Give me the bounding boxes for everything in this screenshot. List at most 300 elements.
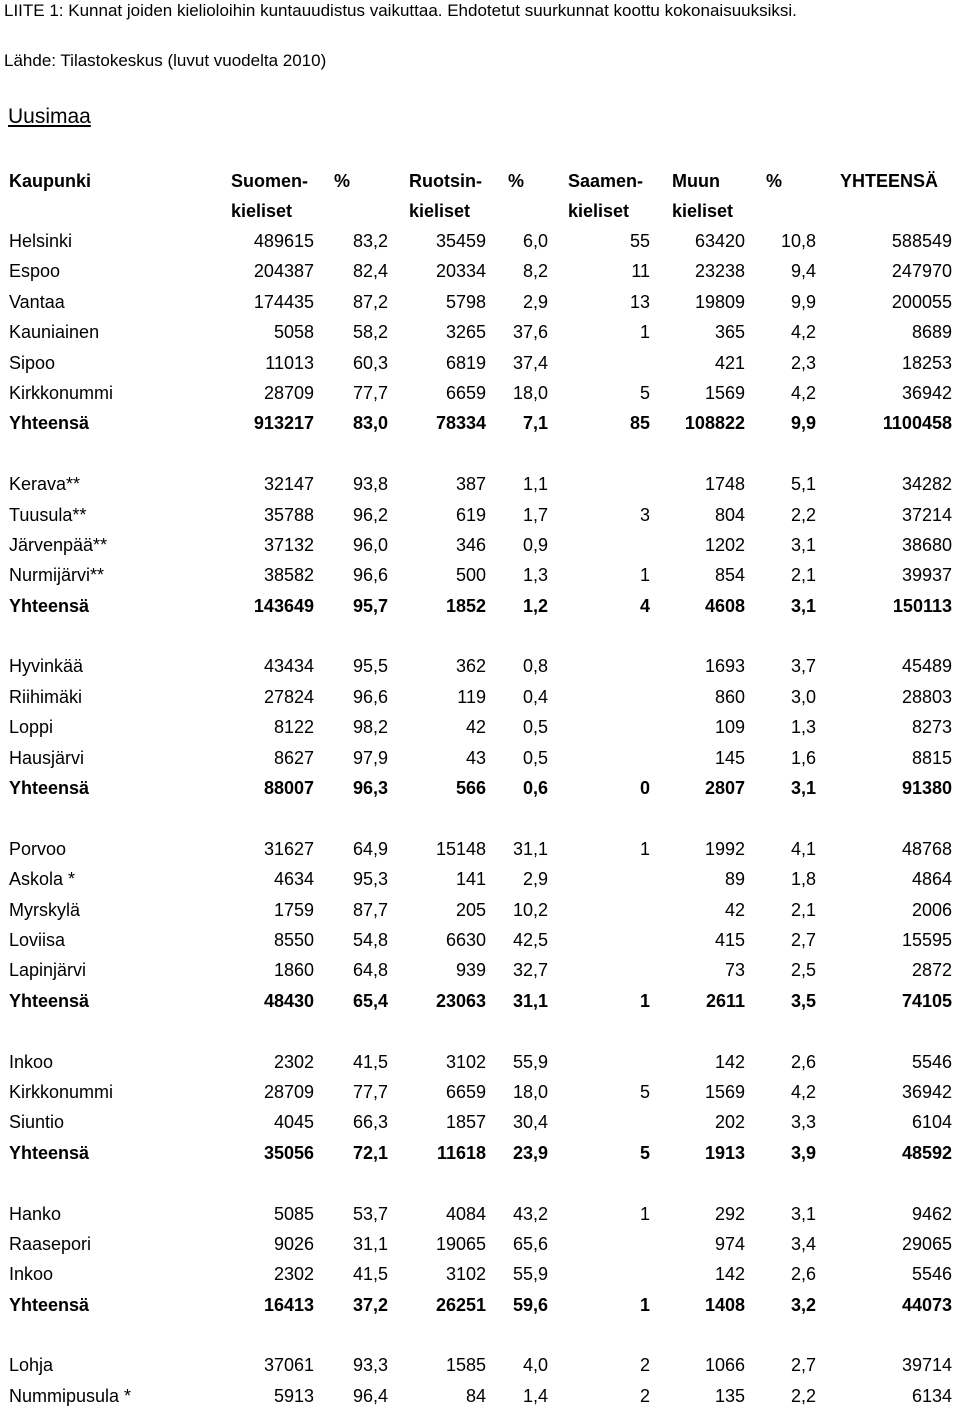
cell-city: Kerava** xyxy=(9,474,81,495)
cell-finnish: 35056 xyxy=(263,1142,314,1163)
cell-pct-finnish: 96,3 xyxy=(352,778,388,799)
cell-total: 48592 xyxy=(901,1142,952,1163)
cell-sami: 55 xyxy=(629,231,650,251)
cell-pct-swedish: 37,6 xyxy=(512,322,548,343)
cell-total: 36942 xyxy=(901,382,952,403)
cell-finnish: 2302 xyxy=(273,1051,314,1072)
cell-pct-finnish: 96,0 xyxy=(352,534,388,555)
header-swedish-line1: Ruotsin- xyxy=(409,171,482,191)
cell-sami: 11 xyxy=(631,261,650,282)
cell-city: Yhteensä xyxy=(9,1142,90,1163)
cell-city: Hyvinkää xyxy=(9,656,84,677)
cell-pct-finnish: 93,3 xyxy=(352,1355,388,1376)
cell-pct-swedish: 59,6 xyxy=(512,1294,548,1315)
cell-pct-other: 1,3 xyxy=(790,717,816,738)
cell-pct-swedish: 1,4 xyxy=(522,1385,548,1406)
language-table xyxy=(0,226,960,1411)
header-sami-line2: kieliset xyxy=(568,201,630,221)
cell-city: Siuntio xyxy=(9,1112,65,1133)
cell-pct-other: 3,9 xyxy=(790,1142,816,1163)
cell-swedish: 43 xyxy=(465,747,486,768)
cell-pct-swedish: 18,0 xyxy=(512,382,548,403)
cell-swedish: 42 xyxy=(465,717,486,738)
cell-swedish: 566 xyxy=(455,778,486,799)
cell-sami: 5 xyxy=(639,1081,650,1102)
cell-total: 9462 xyxy=(911,1203,952,1224)
table-row xyxy=(0,1077,960,1107)
cell-pct-other: 2,1 xyxy=(790,565,816,586)
cell-finnish: 143649 xyxy=(253,595,314,616)
cell-finnish: 913217 xyxy=(253,413,314,434)
cell-city: Lohja xyxy=(9,1355,54,1376)
cell-total: 15595 xyxy=(901,929,952,950)
cell-swedish: 1585 xyxy=(445,1355,486,1376)
cell-pct-swedish: 0,6 xyxy=(522,778,548,799)
cell-swedish: 619 xyxy=(455,504,486,525)
cell-total: 36942 xyxy=(901,1081,952,1102)
document-title: LIITE 1: Kunnat joiden kielioloihin kuntauudistus vaikuttaa. Ehdotetut suurkunnat koottu kokonaisuuksiksi. xyxy=(4,1,797,20)
cell-pct-swedish: 1,3 xyxy=(522,565,548,586)
cell-swedish: 11618 xyxy=(436,1142,486,1163)
cell-total: 37214 xyxy=(901,504,952,525)
cell-other: 145 xyxy=(714,747,745,768)
cell-pct-finnish: 87,7 xyxy=(352,899,388,920)
cell-finnish: 88007 xyxy=(263,778,314,799)
cell-city: Yhteensä xyxy=(9,1294,90,1315)
cell-other: 1408 xyxy=(704,1294,745,1315)
table-row xyxy=(0,1229,960,1259)
cell-city: Raasepori xyxy=(9,1233,92,1254)
cell-city: Loppi xyxy=(9,717,54,738)
cell-finnish: 28709 xyxy=(263,382,314,403)
subtotal-row xyxy=(0,591,960,621)
cell-pct-finnish: 31,1 xyxy=(352,1233,388,1254)
spacer-row xyxy=(0,1320,960,1350)
cell-finnish: 2302 xyxy=(273,1264,314,1285)
cell-pct-swedish: 10,2 xyxy=(512,899,548,920)
cell-pct-finnish: 41,5 xyxy=(352,1264,388,1285)
cell-city: Sipoo xyxy=(9,352,56,373)
cell-pct-swedish: 1,7 xyxy=(522,504,548,525)
cell-pct-other: 3,5 xyxy=(790,990,816,1011)
cell-finnish: 11013 xyxy=(265,352,314,373)
cell-swedish: 1857 xyxy=(445,1112,486,1133)
cell-sami: 2 xyxy=(639,1355,650,1376)
cell-total: 39714 xyxy=(901,1355,952,1376)
table-row xyxy=(0,1199,960,1229)
cell-other: 860 xyxy=(714,686,745,707)
cell-finnish: 5085 xyxy=(273,1203,314,1224)
cell-finnish: 27824 xyxy=(263,686,314,707)
cell-swedish: 26251 xyxy=(435,1294,486,1315)
cell-pct-swedish: 1,2 xyxy=(522,595,548,616)
cell-pct-other: 3,4 xyxy=(790,1233,816,1254)
cell-finnish: 204387 xyxy=(253,261,314,282)
cell-other: 202 xyxy=(714,1112,745,1133)
cell-city: Kirkkonummi xyxy=(9,382,114,403)
table-row xyxy=(0,317,960,347)
cell-pct-other: 3,1 xyxy=(790,595,816,616)
cell-finnish: 38582 xyxy=(263,565,314,586)
cell-pct-finnish: 82,4 xyxy=(352,261,388,282)
cell-pct-other: 3,2 xyxy=(790,1294,816,1315)
cell-total: 5546 xyxy=(911,1264,952,1285)
cell-swedish: 78334 xyxy=(435,413,486,434)
subtotal-row xyxy=(0,986,960,1016)
cell-pct-finnish: 96,2 xyxy=(352,504,388,525)
cell-pct-finnish: 96,4 xyxy=(352,1385,388,1406)
cell-city: Loviisa xyxy=(9,929,66,950)
cell-pct-other: 3,1 xyxy=(790,534,816,555)
cell-pct-finnish: 64,9 xyxy=(352,838,388,859)
cell-other: 142 xyxy=(714,1264,745,1285)
cell-pct-finnish: 96,6 xyxy=(352,565,388,586)
cell-sami: 85 xyxy=(629,413,650,434)
cell-total: 8815 xyxy=(911,747,952,768)
cell-pct-swedish: 0,8 xyxy=(522,656,548,677)
cell-sami: 0 xyxy=(639,778,650,799)
header-sami-line1: Saamen- xyxy=(568,171,644,191)
cell-other: 1202 xyxy=(704,534,745,555)
cell-finnish: 174435 xyxy=(253,291,314,312)
table-row xyxy=(0,1350,960,1380)
cell-other: 804 xyxy=(714,504,745,525)
cell-pct-finnish: 37,2 xyxy=(352,1294,388,1315)
cell-pct-swedish: 55,9 xyxy=(512,1264,548,1285)
cell-other: 23238 xyxy=(694,261,745,282)
cell-city: Yhteensä xyxy=(9,595,90,616)
cell-swedish: 119 xyxy=(457,686,486,707)
cell-pct-other: 3,3 xyxy=(790,1112,816,1133)
table-row xyxy=(0,682,960,712)
table-row xyxy=(0,834,960,864)
cell-pct-swedish: 0,4 xyxy=(522,686,548,707)
cell-other: 2611 xyxy=(705,990,745,1011)
cell-pct-swedish: 37,4 xyxy=(512,352,548,373)
cell-finnish: 37061 xyxy=(263,1355,314,1376)
cell-swedish: 205 xyxy=(455,899,486,920)
header-pct-swedish: % xyxy=(508,171,525,191)
cell-city: Kirkkonummi xyxy=(9,1081,114,1102)
cell-pct-other: 2,6 xyxy=(790,1264,816,1285)
table-row xyxy=(0,530,960,560)
header-total: YHTEENSÄ xyxy=(840,171,939,191)
spacer-row xyxy=(0,439,960,469)
table-row xyxy=(0,348,960,378)
cell-city: Yhteensä xyxy=(9,778,90,799)
header-finnish-line2: kieliset xyxy=(231,201,293,221)
cell-total: 48768 xyxy=(901,838,952,859)
cell-pct-other: 2,7 xyxy=(790,929,816,950)
cell-sami: 1 xyxy=(639,322,650,343)
cell-pct-other: 4,2 xyxy=(790,322,816,343)
table-row xyxy=(0,895,960,925)
cell-city: Inkoo xyxy=(9,1051,54,1072)
cell-total: 5546 xyxy=(911,1051,952,1072)
cell-pct-finnish: 98,2 xyxy=(352,717,388,738)
cell-pct-finnish: 95,7 xyxy=(352,595,388,616)
cell-city: Riihimäki xyxy=(9,686,83,707)
cell-sami: 1 xyxy=(639,990,650,1011)
cell-pct-other: 2,7 xyxy=(790,1355,816,1376)
cell-pct-finnish: 87,2 xyxy=(352,291,388,312)
cell-finnish: 35788 xyxy=(263,504,314,525)
cell-pct-other: 2,2 xyxy=(790,1385,816,1406)
cell-pct-finnish: 77,7 xyxy=(352,382,388,403)
cell-total: 45489 xyxy=(901,656,952,677)
spacer-row xyxy=(0,621,960,651)
subtotal-row xyxy=(0,1138,960,1168)
cell-other: 365 xyxy=(714,322,745,343)
table-row xyxy=(0,378,960,408)
cell-other: 135 xyxy=(714,1385,745,1406)
cell-pct-swedish: 1,1 xyxy=(522,474,548,495)
cell-swedish: 939 xyxy=(455,960,486,981)
cell-city: Lapinjärvi xyxy=(9,960,87,981)
table-row xyxy=(0,560,960,590)
cell-finnish: 489615 xyxy=(253,231,314,251)
cell-pct-other: 9,9 xyxy=(790,291,816,312)
cell-pct-finnish: 53,7 xyxy=(352,1203,388,1224)
cell-swedish: 6659 xyxy=(445,382,486,403)
cell-pct-finnish: 96,6 xyxy=(352,686,388,707)
cell-total: 91380 xyxy=(901,778,952,799)
cell-swedish: 3102 xyxy=(445,1051,486,1072)
cell-finnish: 1759 xyxy=(273,899,314,920)
cell-total: 29065 xyxy=(901,1233,952,1254)
cell-swedish: 6630 xyxy=(445,929,486,950)
cell-total: 4864 xyxy=(911,869,952,890)
cell-total: 6134 xyxy=(911,1385,952,1406)
cell-pct-finnish: 83,2 xyxy=(352,231,388,251)
cell-other: 73 xyxy=(724,960,745,981)
cell-swedish: 141 xyxy=(455,869,486,890)
cell-sami: 5 xyxy=(639,1142,650,1163)
cell-pct-swedish: 32,7 xyxy=(512,960,548,981)
cell-pct-swedish: 65,6 xyxy=(512,1233,548,1254)
cell-finnish: 1860 xyxy=(273,960,314,981)
cell-other: 19809 xyxy=(694,291,745,312)
cell-pct-other: 5,1 xyxy=(790,474,816,495)
table-row xyxy=(0,226,960,256)
cell-finnish: 4045 xyxy=(273,1112,314,1133)
cell-pct-swedish: 0,5 xyxy=(522,747,548,768)
source-note: Lähde: Tilastokeskus (luvut vuodelta 2010) xyxy=(4,51,327,70)
cell-pct-swedish: 8,2 xyxy=(522,261,548,282)
cell-other: 415 xyxy=(714,929,745,950)
cell-pct-other: 4,2 xyxy=(790,382,816,403)
cell-city: Yhteensä xyxy=(9,413,90,434)
cell-pct-other: 2,1 xyxy=(790,899,816,920)
cell-pct-swedish: 2,9 xyxy=(522,291,548,312)
cell-swedish: 15148 xyxy=(435,838,486,859)
cell-pct-finnish: 77,7 xyxy=(352,1081,388,1102)
cell-pct-swedish: 0,5 xyxy=(522,717,548,738)
cell-pct-other: 1,8 xyxy=(790,869,816,890)
cell-city: Nummipusula * xyxy=(9,1385,132,1406)
cell-other: 108822 xyxy=(684,413,745,434)
cell-other: 292 xyxy=(714,1203,745,1224)
cell-city: Hanko xyxy=(9,1203,62,1224)
cell-total: 6104 xyxy=(911,1112,952,1133)
cell-sami: 13 xyxy=(629,291,650,312)
header-pct-other: % xyxy=(766,171,783,191)
cell-sami: 1 xyxy=(639,1203,650,1224)
cell-pct-other: 3,0 xyxy=(790,686,816,707)
cell-pct-finnish: 58,2 xyxy=(352,322,388,343)
cell-other: 142 xyxy=(714,1051,745,1072)
cell-pct-finnish: 41,5 xyxy=(352,1051,388,1072)
cell-other: 1569 xyxy=(704,1081,745,1102)
cell-finnish: 48430 xyxy=(263,990,314,1011)
cell-swedish: 362 xyxy=(455,656,486,677)
spacer-row xyxy=(0,803,960,833)
cell-other: 1066 xyxy=(704,1355,745,1376)
cell-total: 39937 xyxy=(901,565,952,586)
cell-finnish: 8627 xyxy=(273,747,314,768)
table-row xyxy=(0,287,960,317)
cell-finnish: 43434 xyxy=(263,656,314,677)
cell-total: 588549 xyxy=(891,231,952,251)
region-heading: Uusimaa xyxy=(8,105,91,128)
table-row xyxy=(0,500,960,530)
cell-finnish: 8550 xyxy=(273,929,314,950)
cell-finnish: 31627 xyxy=(263,838,314,859)
cell-sami: 1 xyxy=(639,1294,650,1315)
table-row xyxy=(0,743,960,773)
cell-finnish: 9026 xyxy=(273,1233,314,1254)
header-city: Kaupunki xyxy=(9,171,92,191)
cell-pct-swedish: 7,1 xyxy=(522,413,548,434)
cell-other: 1992 xyxy=(704,838,745,859)
subtotal-row xyxy=(0,408,960,438)
cell-pct-swedish: 42,5 xyxy=(512,929,548,950)
cell-swedish: 3102 xyxy=(445,1264,486,1285)
cell-city: Helsinki xyxy=(9,231,73,251)
cell-swedish: 84 xyxy=(465,1385,486,1406)
cell-pct-other: 3,1 xyxy=(790,778,816,799)
cell-total: 28803 xyxy=(901,686,952,707)
cell-swedish: 387 xyxy=(455,474,486,495)
cell-swedish: 19065 xyxy=(435,1233,486,1254)
cell-swedish: 5798 xyxy=(445,291,486,312)
cell-total: 247970 xyxy=(891,261,952,282)
cell-city: Myrskylä xyxy=(9,899,80,920)
cell-pct-other: 10,8 xyxy=(780,231,816,251)
spacer-row xyxy=(0,1016,960,1046)
cell-pct-swedish: 43,2 xyxy=(512,1203,548,1224)
cell-pct-swedish: 0,9 xyxy=(522,534,548,555)
cell-city: Nurmijärvi** xyxy=(9,565,105,586)
header-other-line1: Muun xyxy=(672,171,720,191)
cell-total: 8689 xyxy=(911,322,952,343)
cell-total: 34282 xyxy=(901,474,952,495)
cell-sami: 4 xyxy=(639,595,650,616)
table-row xyxy=(0,651,960,681)
cell-pct-finnish: 66,3 xyxy=(352,1112,388,1133)
cell-other: 89 xyxy=(724,869,745,890)
cell-pct-finnish: 95,3 xyxy=(352,869,388,890)
cell-pct-other: 2,6 xyxy=(790,1051,816,1072)
cell-pct-finnish: 64,8 xyxy=(352,960,388,981)
cell-finnish: 5913 xyxy=(273,1385,314,1406)
cell-total: 18253 xyxy=(901,352,952,373)
table-row xyxy=(0,1259,960,1289)
cell-pct-swedish: 31,1 xyxy=(512,990,548,1011)
cell-swedish: 4084 xyxy=(445,1203,486,1224)
cell-finnish: 32147 xyxy=(263,474,314,495)
cell-pct-finnish: 83,0 xyxy=(352,413,388,434)
cell-swedish: 6659 xyxy=(445,1081,486,1102)
table-row xyxy=(0,925,960,955)
cell-pct-other: 9,4 xyxy=(790,261,816,282)
cell-pct-other: 9,9 xyxy=(790,413,816,434)
header-finnish-line1: Suomen- xyxy=(231,171,309,191)
cell-other: 421 xyxy=(714,352,745,373)
cell-pct-swedish: 18,0 xyxy=(512,1081,548,1102)
cell-sami: 5 xyxy=(639,382,650,403)
cell-total: 38680 xyxy=(901,534,952,555)
cell-pct-other: 2,2 xyxy=(790,504,816,525)
table-row xyxy=(0,469,960,499)
cell-other: 854 xyxy=(714,565,745,586)
table-row xyxy=(0,1047,960,1077)
cell-pct-other: 3,1 xyxy=(790,1203,816,1224)
cell-pct-swedish: 30,4 xyxy=(512,1112,548,1133)
header-pct-finnish: % xyxy=(334,171,351,191)
table-row xyxy=(0,864,960,894)
cell-pct-other: 1,6 xyxy=(790,747,816,768)
cell-pct-swedish: 6,0 xyxy=(522,231,548,251)
cell-total: 44073 xyxy=(901,1294,952,1315)
cell-swedish: 500 xyxy=(455,565,486,586)
cell-city: Askola * xyxy=(9,869,76,890)
cell-sami: 3 xyxy=(639,504,650,525)
subtotal-row xyxy=(0,1290,960,1320)
cell-pct-finnish: 65,4 xyxy=(352,990,388,1011)
cell-pct-finnish: 93,8 xyxy=(352,474,388,495)
cell-other: 1913 xyxy=(704,1142,745,1163)
cell-other: 42 xyxy=(724,899,745,920)
cell-other: 974 xyxy=(714,1233,745,1254)
cell-city: Porvoo xyxy=(9,838,67,859)
cell-swedish: 35459 xyxy=(435,231,486,251)
spacer-row xyxy=(0,1168,960,1198)
cell-sami: 1 xyxy=(639,838,650,859)
cell-pct-swedish: 31,1 xyxy=(512,838,548,859)
cell-finnish: 5058 xyxy=(273,322,314,343)
cell-swedish: 6819 xyxy=(445,352,486,373)
table-row xyxy=(0,1381,960,1411)
cell-city: Inkoo xyxy=(9,1264,54,1285)
cell-pct-finnish: 95,5 xyxy=(352,656,388,677)
cell-sami: 2 xyxy=(639,1385,650,1406)
cell-pct-other: 4,1 xyxy=(790,838,816,859)
cell-pct-finnish: 97,9 xyxy=(352,747,388,768)
cell-swedish: 1852 xyxy=(445,595,486,616)
cell-other: 109 xyxy=(714,717,745,738)
cell-pct-other: 3,7 xyxy=(790,656,816,677)
cell-total: 74105 xyxy=(901,990,952,1011)
cell-pct-other: 2,3 xyxy=(790,352,816,373)
cell-pct-swedish: 23,9 xyxy=(512,1142,548,1163)
cell-other: 1569 xyxy=(704,382,745,403)
cell-pct-finnish: 72,1 xyxy=(352,1142,388,1163)
cell-pct-swedish: 55,9 xyxy=(512,1051,548,1072)
cell-finnish: 8122 xyxy=(273,717,314,738)
header-swedish-line2: kieliset xyxy=(409,201,471,221)
cell-city: Espoo xyxy=(9,261,61,282)
